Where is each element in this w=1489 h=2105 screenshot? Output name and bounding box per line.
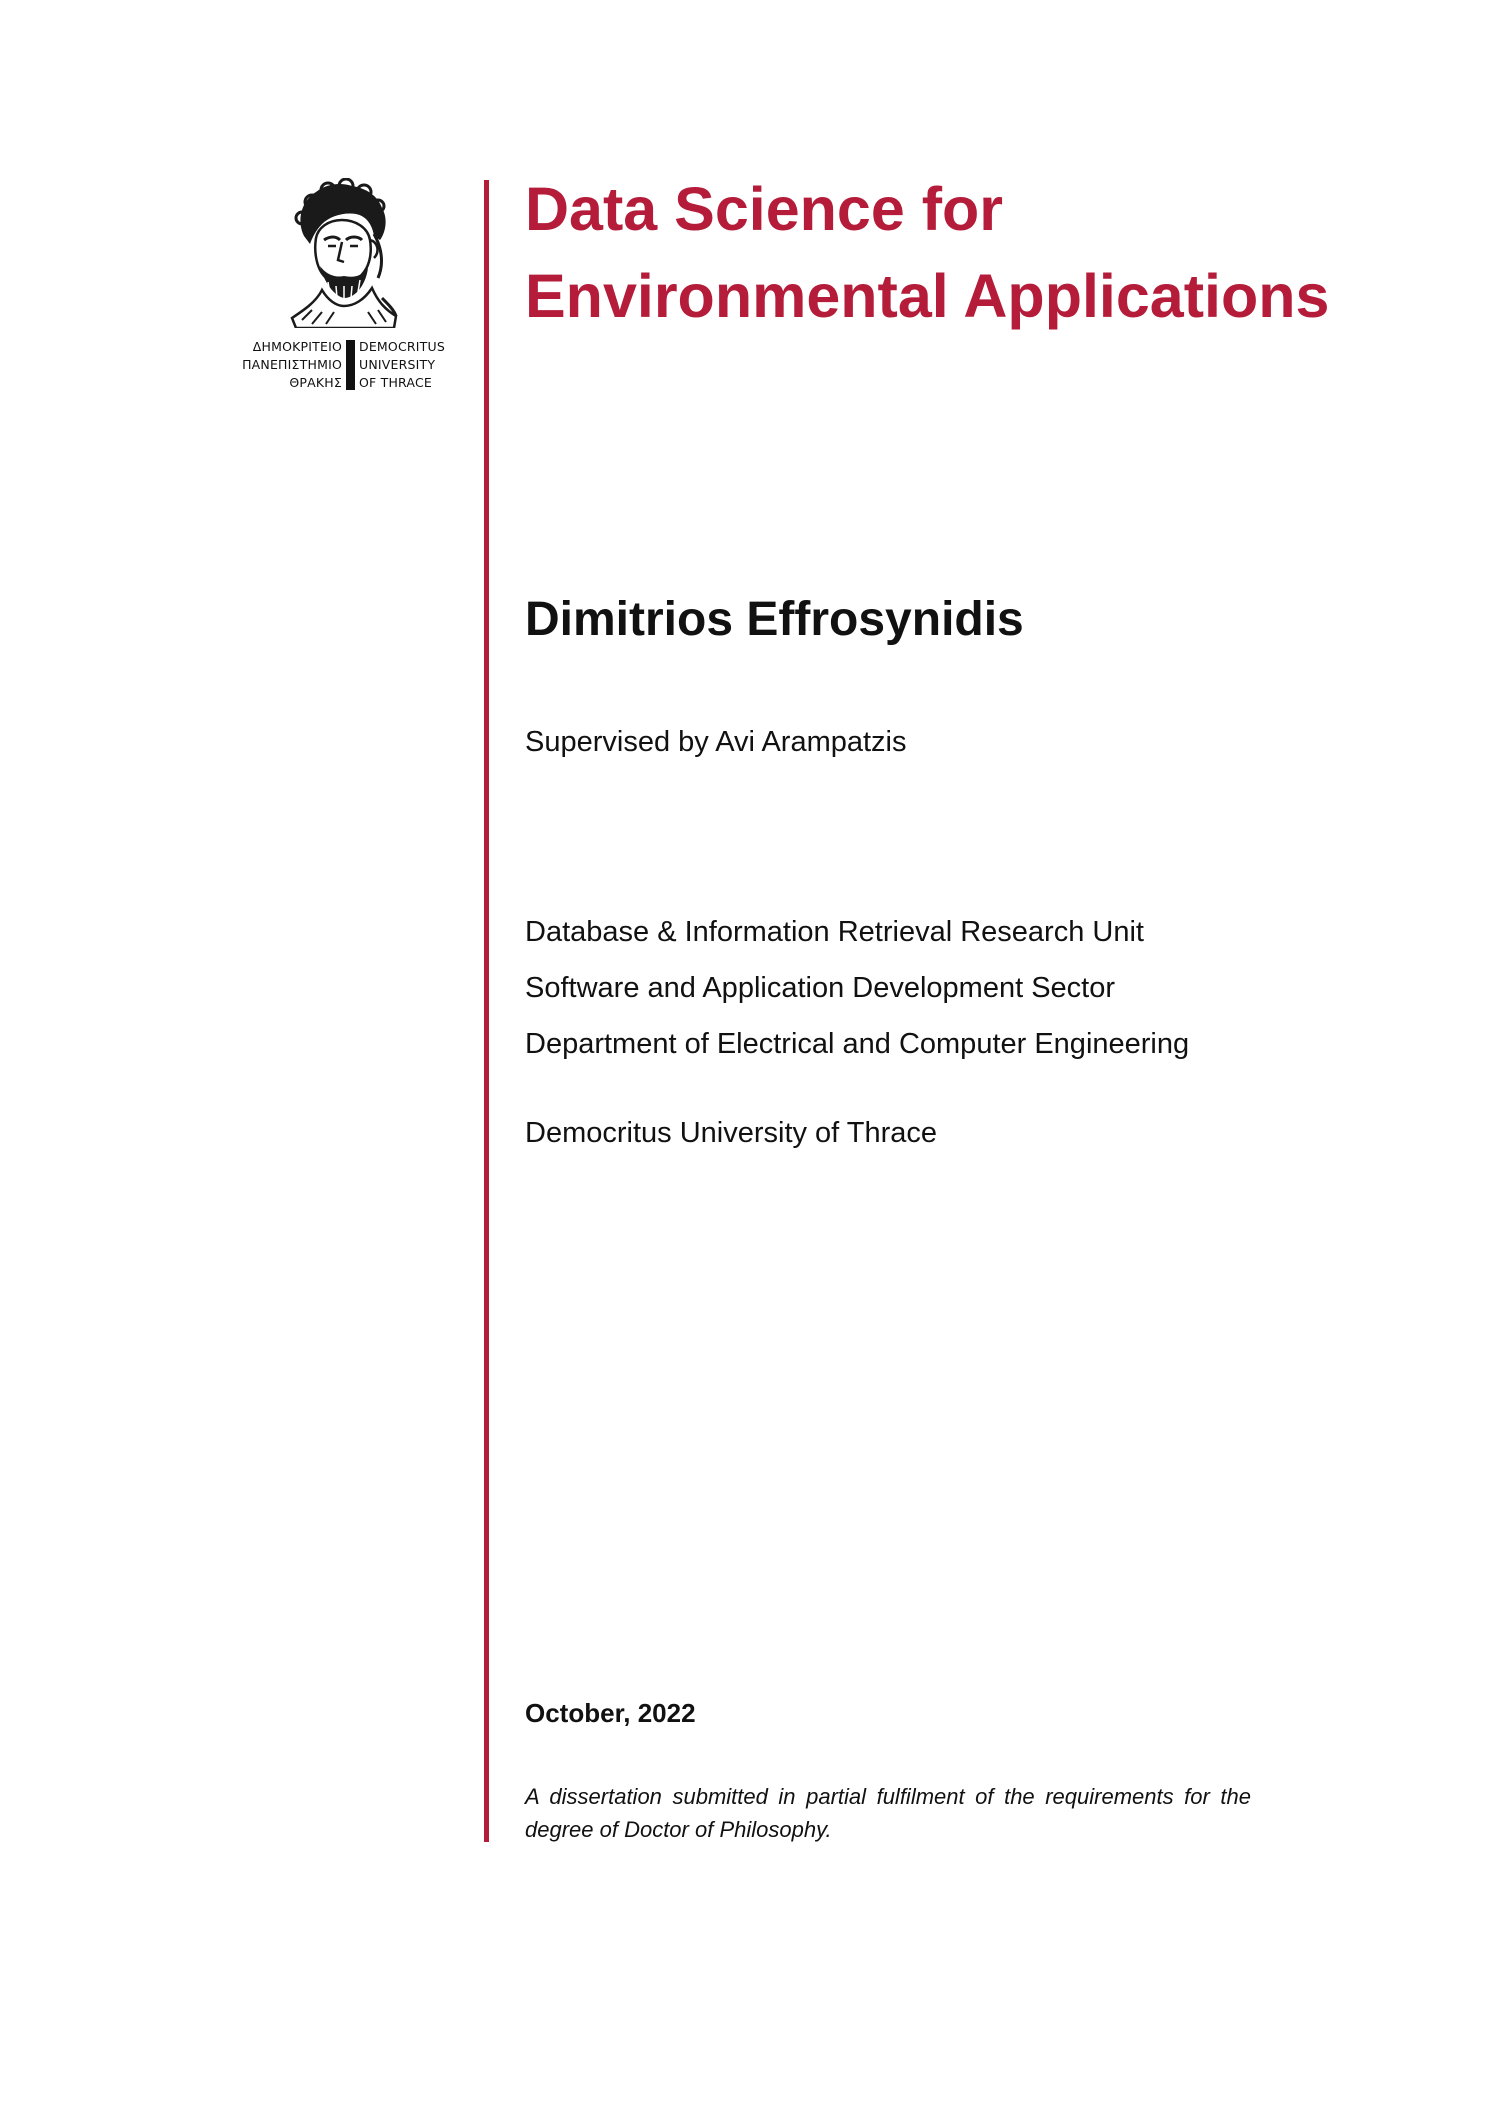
supervisor-line: Supervised by Avi Arampatzis [525, 726, 907, 758]
logo-latin-line: OF THRACE [359, 375, 432, 390]
vertical-accent-rule [484, 180, 489, 1842]
university-logo [232, 178, 450, 392]
democritus-bust-icon [282, 178, 402, 328]
logo-latin-line: DEMOCRITUS [359, 339, 445, 354]
logo-greek-line: ΘΡΑΚΗΣ [289, 375, 342, 390]
logo-greek-line: ΔΗΜΟΚΡΙΤΕΙΟ [252, 339, 342, 354]
thesis-title [525, 166, 1329, 340]
affiliation-item: Database & Information Retrieval Research Unit [525, 916, 1144, 948]
affiliation-item: Software and Application Development Sector [525, 972, 1116, 1004]
affiliation-item: Department of Electrical and Computer Engineering [525, 1028, 1190, 1060]
submission-date: October, 2022 [525, 1698, 696, 1728]
logo-greek-line: ΠΑΝΕΠΙΣΤΗΜΙΟ [242, 357, 342, 372]
logo-divider-bar [346, 340, 355, 390]
author-name: Dimitrios Effrosynidis [525, 593, 1024, 646]
logo-latin-line: UNIVERSITY [359, 357, 436, 372]
thesis-title-line: Data Science for [525, 175, 1004, 243]
affiliation-list [525, 904, 1189, 1072]
university-name: Democritus University of Thrace [525, 1117, 938, 1149]
logo-latin-name [355, 338, 445, 392]
thesis-title-line: Environmental Applications [525, 262, 1330, 330]
logo-greek-name [232, 338, 346, 392]
dissertation-note: A dissertation submitted in partial fulfilment of the requirements for the degree of Doctor of Philosophy. [525, 1784, 1251, 1842]
university-wordmark [232, 338, 450, 392]
